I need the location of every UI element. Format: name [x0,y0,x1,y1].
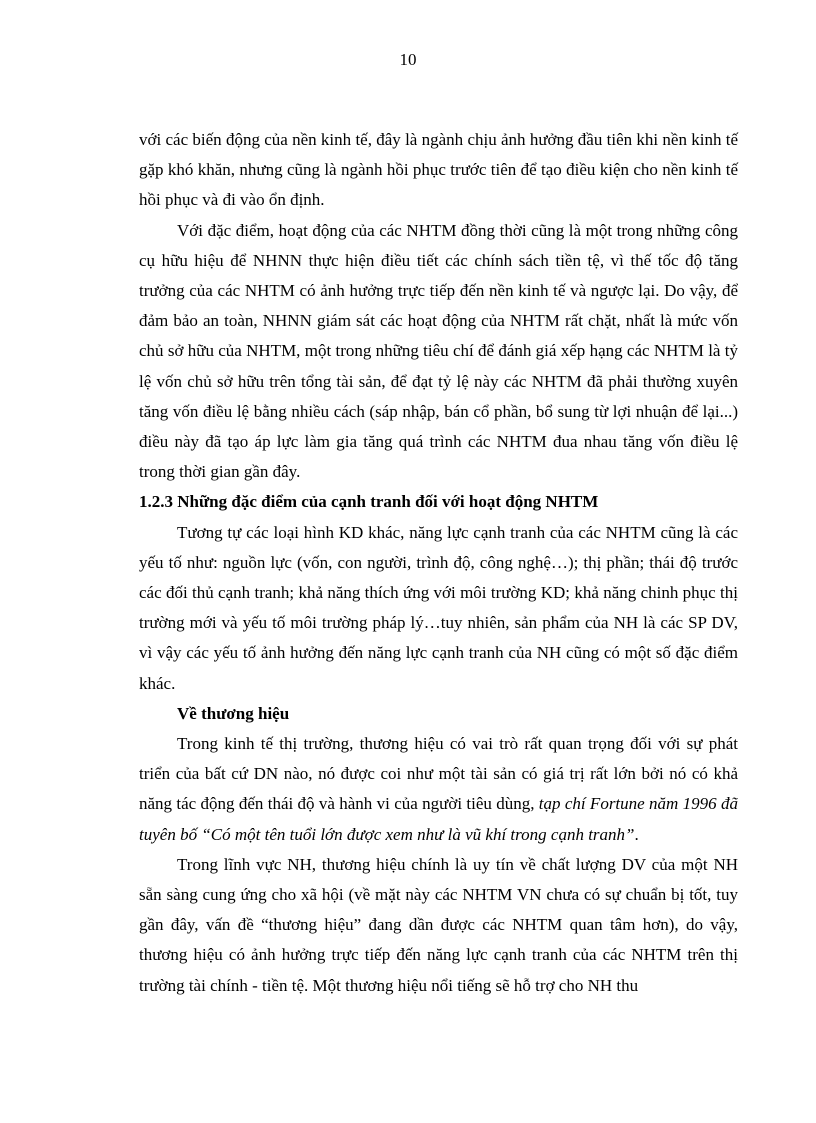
page-number: 10 [399,50,417,69]
section-heading: 1.2.3 Những đặc điểm của cạnh tranh đối với hoạt động NHTM [139,492,599,512]
brand-text-end: . [634,824,639,844]
brand-text-italic-quote: tạp chí Fortune năm 1996 đã tuyên bố “Có một tên tuổi lớn được xem như là vũ khí trong cạnh tranh” [139,794,738,844]
paragraph-brand-role [139,729,738,850]
paragraph-competitive-factors: Tương tự các loại hình KD khác, năng lực cạnh tranh của các NHTM cũng là các yếu tố như: nguồn lực (vốn, con người, trình độ, công nghệ…); thị phần; thái độ trước các đối thủ cạnh tranh; khả năng thích ứng với môi trường KD; khả năng chinh phục thị trường mới và yếu tố môi trường pháp lý…tuy nhiên, sản phẩm của NH là các SP DV, vì vậy các yếu tố ảnh hưởng đến năng lực cạnh tranh của NH cũng có một số đặc điểm khác. [139,522,738,693]
paragraph-bank-brand: Trong lĩnh vực NH, thương hiệu chính là uy tín về chất lượng DV của một NH sẵn sàng cung ứng cho xã hội (về mặt này các NHTM VN chưa có sự chuẩn bị tốt, tuy gần đây, vấn đề “thương hiệu” đang dần được các NHTM quan tâm hơn), do vậy, thương hiệu có ảnh hưởng trực tiếp đến năng lực cạnh tranh của các NHTM trên thị trường tài chính - tiền tệ. Một thương hiệu nổi tiếng sẽ hỗ trợ cho NH thu [139,854,738,995]
paragraph-nhtm-characteristics: Với đặc điểm, hoạt động của các NHTM đồng thời cũng là một trong những công cụ hữu hiệu để NHNN thực hiện điều tiết các chính sách tiền tệ, vì thế tốc độ tăng trưởng của các NHTM có ảnh hưởng trực tiếp đến nền kinh tế và ngược lại. Do vậy, để đảm bảo an toàn, NHNN giám sát các hoạt động của NHTM rất chặt, nhất là mức vốn chủ sở hữu của NHTM, một trong những tiêu chí để đánh giá xếp hạng các NHTM là tỷ lệ vốn chủ sở hữu trên tổng tài sản, để đạt tỷ lệ này các NHTM đã phải thường xuyên tăng vốn điều lệ bằng nhiều cách (sáp nhập, bán cổ phần, bổ sung từ lợi nhuận để lại...) điều này đã tạo áp lực làm gia tăng quá trình các NHTM đua nhau tăng vốn điều lệ trong thời gian gần đây. [139,220,738,482]
brand-text-plain: Trong kinh tế thị trường, thương hiệu có vai trò rất quan trọng đối với sự phát triển của bất cứ DN nào, nó được coi như một tài sản có giá trị rất lớn bởi nó có khả năng tác động đến thái độ và hành vi của người tiêu dùng, [139,734,738,814]
paragraph-continuation: với các biến động của nền kinh tế, đây là ngành chịu ảnh hưởng đầu tiên khi nền kinh tế gặp khó khăn, nhưng cũng là ngành hồi phục trước tiên để tạo điều kiện cho nền kinh tế hồi phục và đi vào ổn định. [139,130,738,210]
subsection-heading: Về thương hiệu [177,703,290,723]
document-body [139,125,738,1001]
